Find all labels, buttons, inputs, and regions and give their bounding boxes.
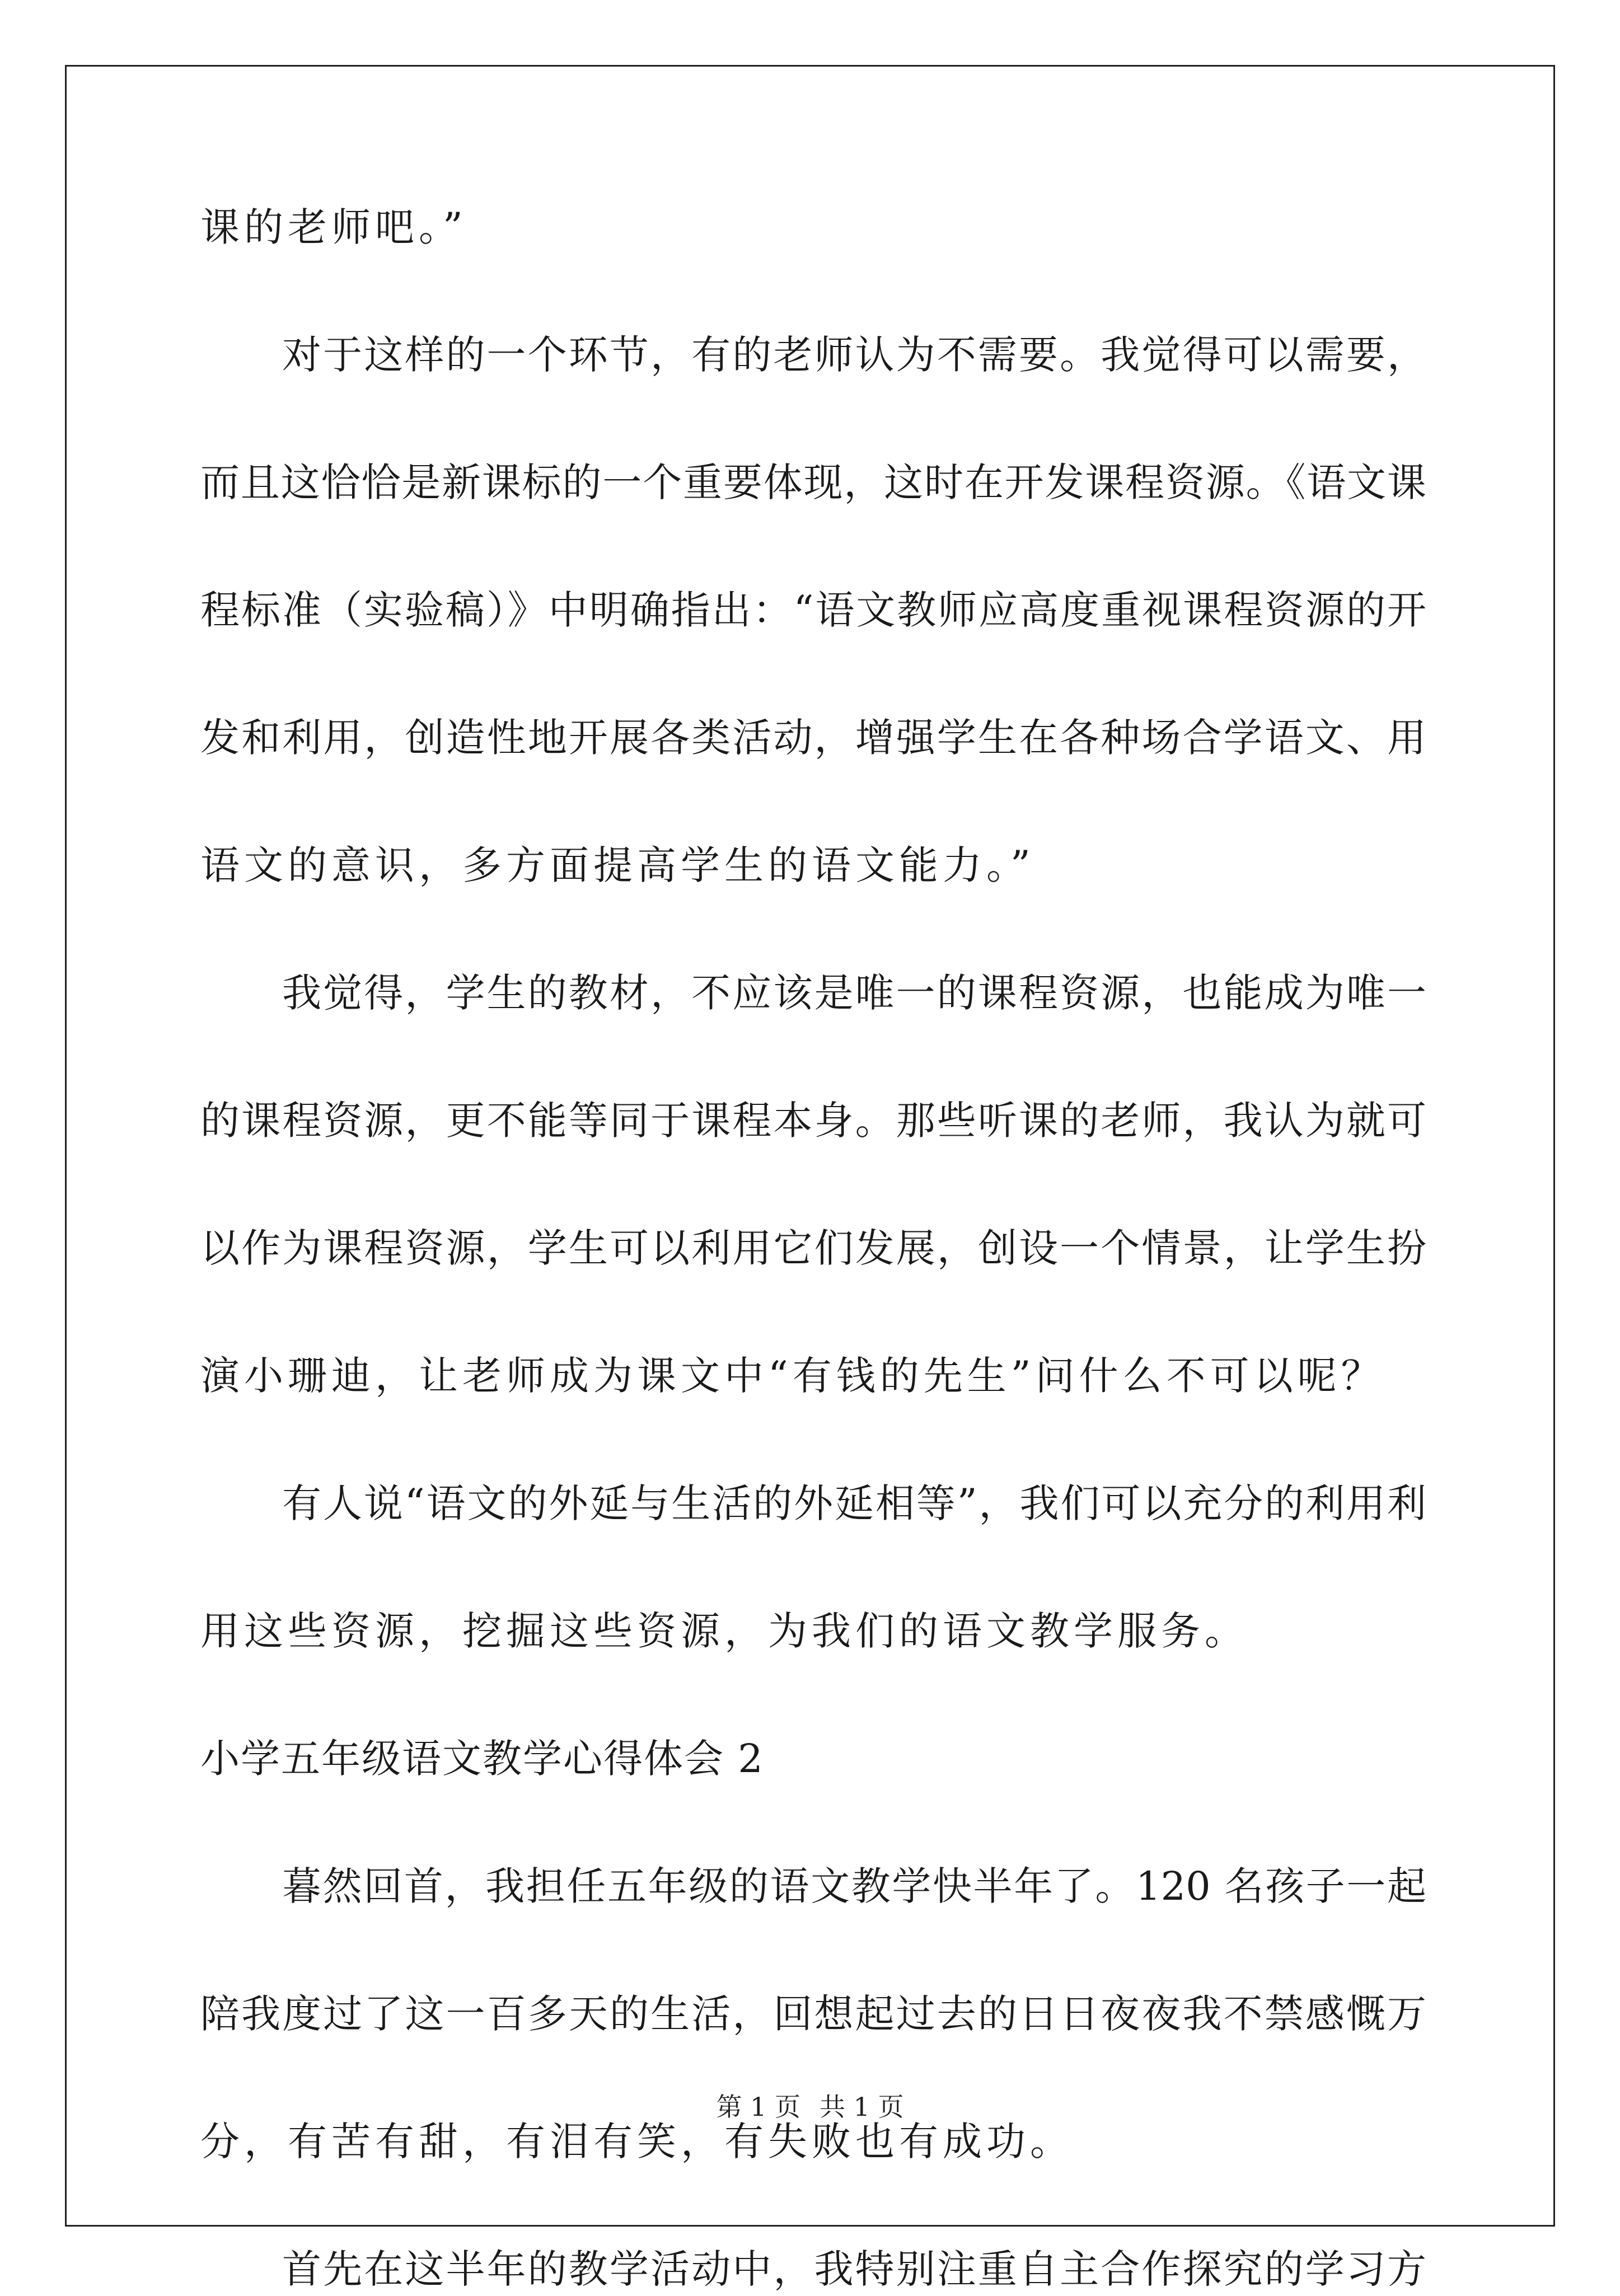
- text-line: 演小珊迪，让老师成为课文中“有钱的先生”问什么不可以呢？: [200, 1353, 1385, 1399]
- text-line: 语文的意识，多方面提高学生的语文能力。”: [200, 842, 1035, 888]
- text-line: 而且这恰恰是新课标的一个重要体现，这时在开发课程资源。《语文课: [200, 460, 1426, 505]
- page-footer: [0, 2090, 1620, 2124]
- paragraph-first-line: 我觉得，学生的教材，不应该是唯一的课程资源，也能成为唯一: [282, 970, 1426, 1016]
- paragraph-first-line: 对于这样的一个环节，有的老师认为不需要。我觉得可以需要，: [282, 332, 1426, 378]
- text-line: 用这些资源，挖掘这些资源，为我们的语文教学服务。: [200, 1608, 1248, 1654]
- paragraph-first-line: 有人说“语文的外延与生活的外延相等”，我们可以充分的利用利: [282, 1480, 1426, 1526]
- text-line: 课的老师吧。”: [200, 204, 467, 250]
- page-number: 第 1 页: [716, 2092, 800, 2122]
- paragraph-first-line: 首先在这半年的教学活动中，我特别注重自主合作探究的学习方: [282, 2246, 1426, 2292]
- text-line: 陪我度过了这一百多天的生活，回想起过去的日日夜夜我不禁感慨万: [200, 1991, 1426, 2037]
- text-line: 以作为课程资源，学生可以利用它们发展，创设一个情景，让学生扮: [200, 1225, 1426, 1271]
- section-heading: 小学五年级语文教学心得体会 2: [200, 1736, 764, 1782]
- text-line: 程标准（实验稿）》中明确指出：“语文教师应高度重视课程资源的开: [200, 587, 1426, 633]
- text-line: 发和利用，创造性地开展各类活动，增强学生在各种场合学语文、用: [200, 715, 1426, 761]
- text-line: 的课程资源，更不能等同于课程本身。那些听课的老师，我认为就可: [200, 1098, 1426, 1144]
- paragraph-first-line: 暮然回首，我担任五年级的语文教学快半年了。120 名孩子一起: [282, 1863, 1426, 1909]
- text-line: 分，有苦有甜，有泪有笑，有失败也有成功。: [200, 2119, 1074, 2164]
- page-total: 共 1 页: [820, 2092, 904, 2122]
